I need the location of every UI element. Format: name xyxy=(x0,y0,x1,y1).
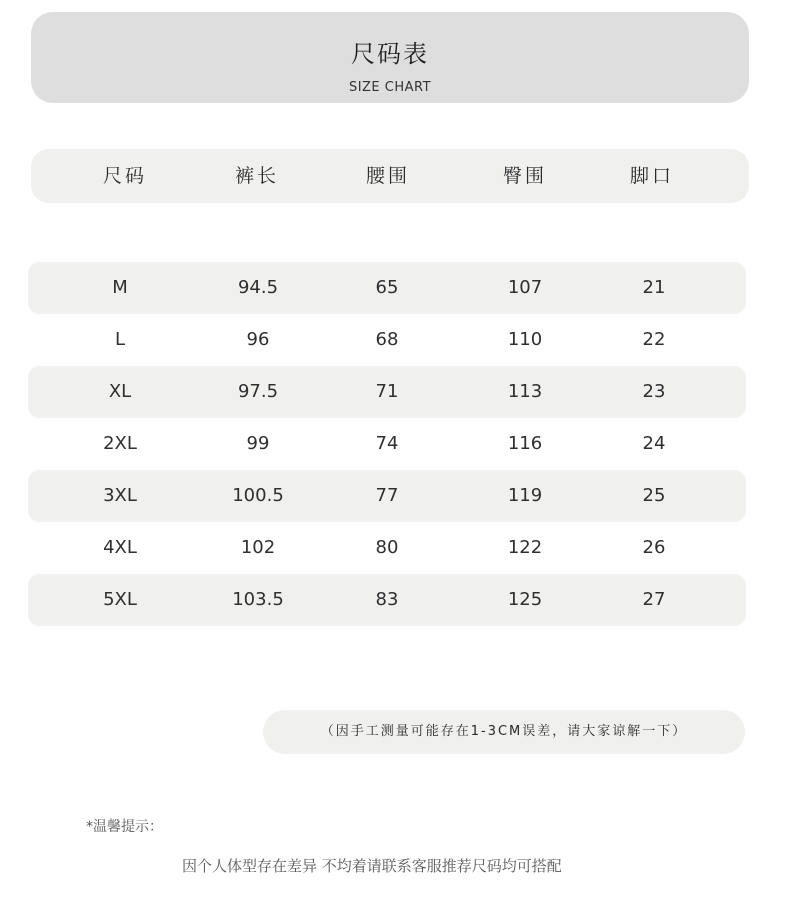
header-size: 尺码 xyxy=(102,165,148,187)
cell-hip: 113 xyxy=(507,381,543,402)
cell-hip: 116 xyxy=(507,433,543,454)
cell-hem: 26 xyxy=(642,537,666,558)
tip-text: 因个人体型存在差异 不均着请联系客服推荐尺码均可搭配 xyxy=(182,857,562,875)
table-row xyxy=(28,314,746,366)
cell-waist: 65 xyxy=(375,277,399,298)
header-length: 裤长 xyxy=(234,165,280,187)
cell-size: 4XL xyxy=(103,537,137,558)
cell-length: 100.5 xyxy=(232,485,284,506)
cell-length: 99 xyxy=(246,433,270,454)
cell-hem: 25 xyxy=(642,485,666,506)
cell-waist: 74 xyxy=(375,433,399,454)
cell-hem: 27 xyxy=(642,589,666,610)
table-row xyxy=(28,470,746,522)
cell-size: 3XL xyxy=(103,485,137,506)
table-row xyxy=(28,418,746,470)
cell-length: 96 xyxy=(246,329,270,350)
cell-length: 97.5 xyxy=(237,381,279,402)
cell-hip: 122 xyxy=(507,537,543,558)
page-subtitle: SIZE CHART xyxy=(348,80,432,95)
note-text: （因手工测量可能存在1-3CM误差，请大家谅解一下） xyxy=(320,724,688,739)
header-hem: 脚口 xyxy=(629,165,675,187)
cell-hip: 119 xyxy=(507,485,543,506)
cell-hem: 21 xyxy=(642,277,666,298)
title-banner xyxy=(31,12,749,103)
table-row xyxy=(28,574,746,626)
cell-hem: 23 xyxy=(642,381,666,402)
cell-length: 102 xyxy=(240,537,276,558)
measurement-note xyxy=(263,710,745,754)
cell-size: 2XL xyxy=(103,433,137,454)
cell-waist: 77 xyxy=(375,485,399,506)
cell-size: 5XL xyxy=(103,589,137,610)
cell-hem: 24 xyxy=(642,433,666,454)
header-hip: 臀围 xyxy=(502,165,548,187)
cell-hem: 22 xyxy=(642,329,666,350)
cell-hip: 125 xyxy=(507,589,543,610)
cell-hip: 107 xyxy=(507,277,543,298)
cell-size: XL xyxy=(108,381,132,402)
table-row xyxy=(28,366,746,418)
cell-hip: 110 xyxy=(507,329,543,350)
cell-length: 94.5 xyxy=(237,277,279,298)
cell-waist: 83 xyxy=(375,589,399,610)
cell-waist: 80 xyxy=(375,537,399,558)
table-header xyxy=(31,149,749,203)
cell-waist: 71 xyxy=(375,381,399,402)
tip-label: *温馨提示： xyxy=(86,819,163,835)
cell-waist: 68 xyxy=(375,329,399,350)
cell-size: L xyxy=(114,329,126,350)
cell-length: 103.5 xyxy=(232,589,284,610)
cell-size: M xyxy=(112,277,128,298)
table-row xyxy=(28,522,746,574)
table-row xyxy=(28,262,746,314)
page-title: 尺码表 xyxy=(351,40,429,68)
header-waist: 腰围 xyxy=(365,165,411,187)
